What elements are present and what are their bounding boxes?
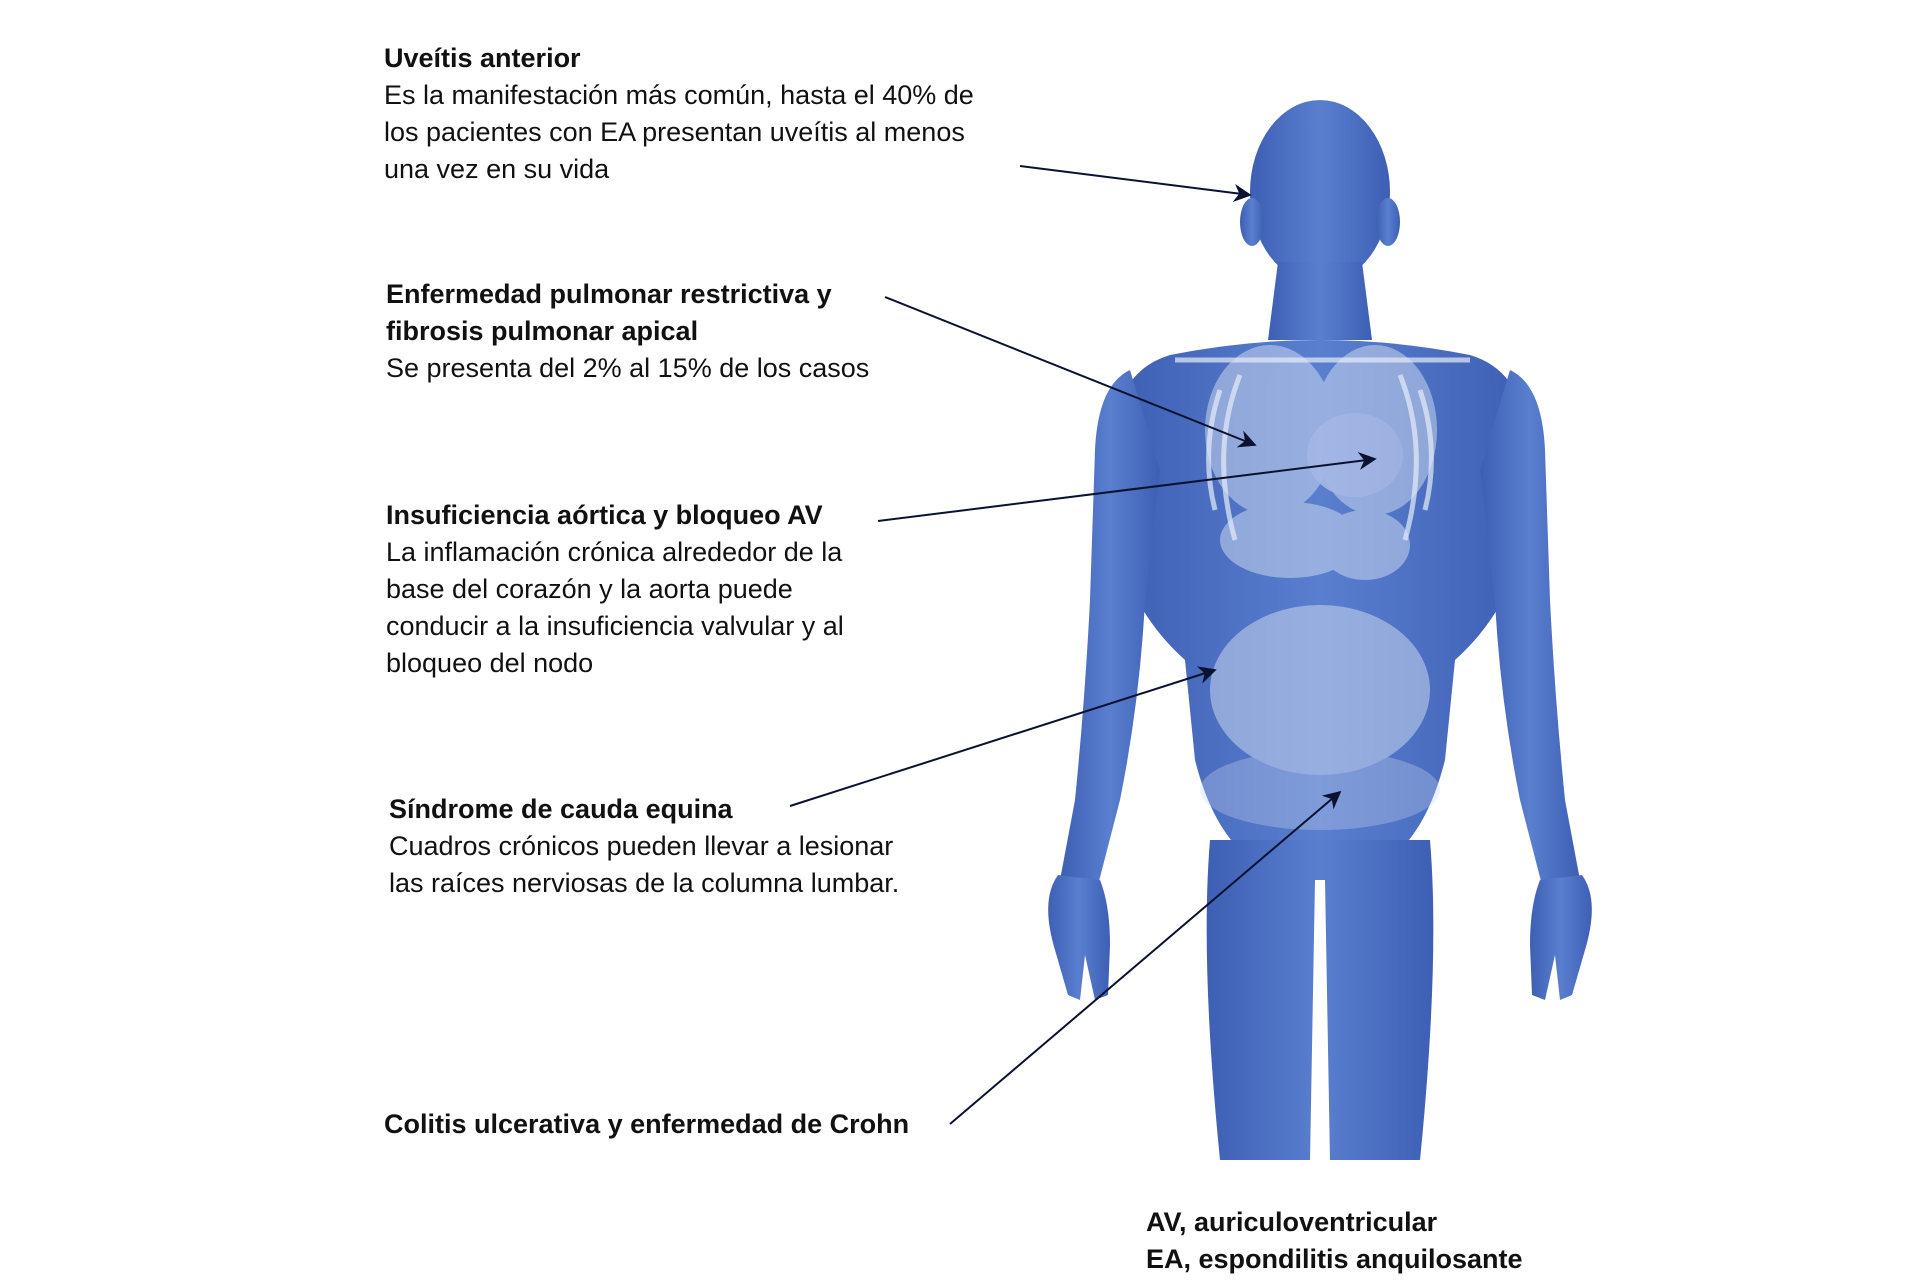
left-hand — [1048, 875, 1110, 1000]
left-ear — [1240, 198, 1264, 246]
callout-body: Es la manifestación más común, hasta el 40% de los pacientes con EA presentan uveítis al menos una vez en su vida — [384, 80, 974, 184]
callout-title: Uveítis anterior — [384, 43, 581, 73]
callout-title: Enfermedad pulmonar restrictiva y fibrosis pulmonar apical — [386, 279, 832, 346]
pelvis — [1200, 750, 1440, 830]
callout-title: Síndrome de cauda equina — [389, 794, 733, 824]
intestines — [1210, 605, 1430, 775]
neck — [1268, 262, 1372, 340]
arrow-uveitis — [1020, 166, 1250, 195]
callout-body: La inflamación crónica alrededor de la base del corazón y la aorta puede conducir a la insuficiencia valvular y al bloqueo del nodo — [386, 537, 844, 678]
arrow-cauda — [790, 670, 1215, 806]
callout-body: Se presenta del 2% al 15% de los casos — [386, 353, 870, 383]
callout-title: Colitis ulcerativa y enfermedad de Crohn — [384, 1109, 910, 1139]
heart — [1307, 413, 1403, 497]
right-arm — [1480, 370, 1580, 885]
head — [1250, 100, 1390, 284]
stomach — [1320, 510, 1410, 580]
callout-body: Cuadros crónicos pueden llevar a lesionar las raíces nerviosas de la columna lumbar. — [389, 831, 900, 898]
footnote-ea: EA, espondilitis anquilosante — [1146, 1244, 1523, 1274]
footnote-av: AV, auriculoventricular — [1146, 1207, 1438, 1237]
right-hand — [1530, 875, 1592, 1000]
left-arm — [1060, 370, 1160, 885]
legs — [1207, 840, 1434, 1160]
callout-colitis — [384, 1106, 1004, 1143]
callout-title: Insuficiencia aórtica y bloqueo AV — [386, 500, 823, 530]
right-ear — [1376, 198, 1400, 246]
callout-aortica — [386, 497, 926, 682]
callout-cauda-equina — [389, 791, 949, 902]
callout-pulmonar — [386, 276, 1006, 387]
footnotes — [1146, 1204, 1523, 1278]
callout-uveitis — [384, 40, 1024, 188]
